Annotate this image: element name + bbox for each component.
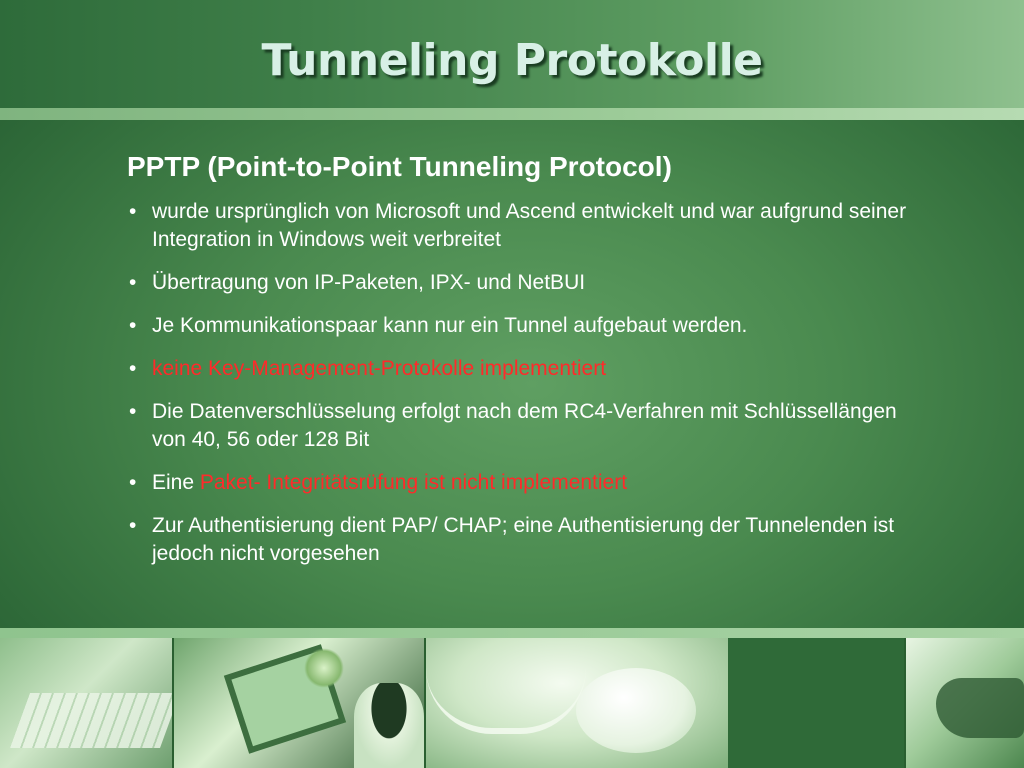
- keyboard-photo: [0, 638, 172, 768]
- bullet-text-highlighted: Paket- Integritätsrüfung ist nicht implementiert: [199, 471, 628, 494]
- bullet-text: Übertragung von IP-Paketen, IPX- und NetBUI: [152, 271, 586, 294]
- bullet-dot: •: [129, 200, 137, 223]
- footer-divider: [0, 628, 1024, 638]
- mouse-cable-shape: [426, 668, 586, 734]
- slide-title: Tunneling Protokolle: [261, 35, 763, 86]
- bullet-dot: •: [129, 357, 137, 380]
- keyboard-shape: [10, 693, 172, 748]
- plain-green-panel: [728, 638, 904, 768]
- bullet-dot: •: [129, 471, 137, 494]
- hand-pointing-at-screen-photo: [906, 638, 1024, 768]
- footer-image-strip: [0, 638, 1024, 768]
- flower-shape: [304, 648, 344, 688]
- bullet-text: Zur Authentisierung dient PAP/ CHAP; eine Authentisierung der Tunnelenden ist jedoch nicht vorgesehen: [152, 514, 895, 565]
- woman-at-computer-photo: [174, 638, 424, 768]
- bullet-item: [127, 398, 917, 454]
- bullet-dot: •: [129, 400, 137, 423]
- bullet-list: [127, 198, 917, 568]
- person-shape: [354, 683, 424, 768]
- bullet-text: Je Kommunikationspaar kann nur ein Tunnel aufgebaut werden.: [152, 314, 748, 337]
- bullet-dot: •: [129, 314, 137, 337]
- bullet-dot: •: [129, 271, 137, 294]
- bullet-item: [127, 355, 917, 383]
- bullet-item: [127, 312, 917, 340]
- header-divider: [0, 108, 1024, 120]
- bullet-text-highlighted: keine Key-Management-Protokolle implementiert: [152, 357, 607, 380]
- bullet-item: [127, 198, 917, 254]
- bullet-text-prefix: Eine: [152, 471, 200, 494]
- section-heading: PPTP (Point-to-Point Tunneling Protocol): [127, 151, 672, 182]
- mouse-shape: [576, 668, 696, 753]
- content-area: [127, 150, 917, 583]
- bullet-dot: •: [129, 514, 137, 537]
- bullet-item: [127, 469, 917, 497]
- bullet-text: wurde ursprünglich von Microsoft und Ascend entwickelt und war aufgrund seiner Integration in Windows weit verbreitet: [152, 200, 907, 251]
- hand-shape: [936, 678, 1024, 738]
- bullet-text: Die Datenverschlüsselung erfolgt nach dem RC4-Verfahren mit Schlüssellängen von 40, 56 oder 128 Bit: [152, 400, 897, 451]
- bullet-item: [127, 512, 917, 568]
- computer-mouse-photo: [426, 638, 728, 768]
- bullet-item: [127, 269, 917, 297]
